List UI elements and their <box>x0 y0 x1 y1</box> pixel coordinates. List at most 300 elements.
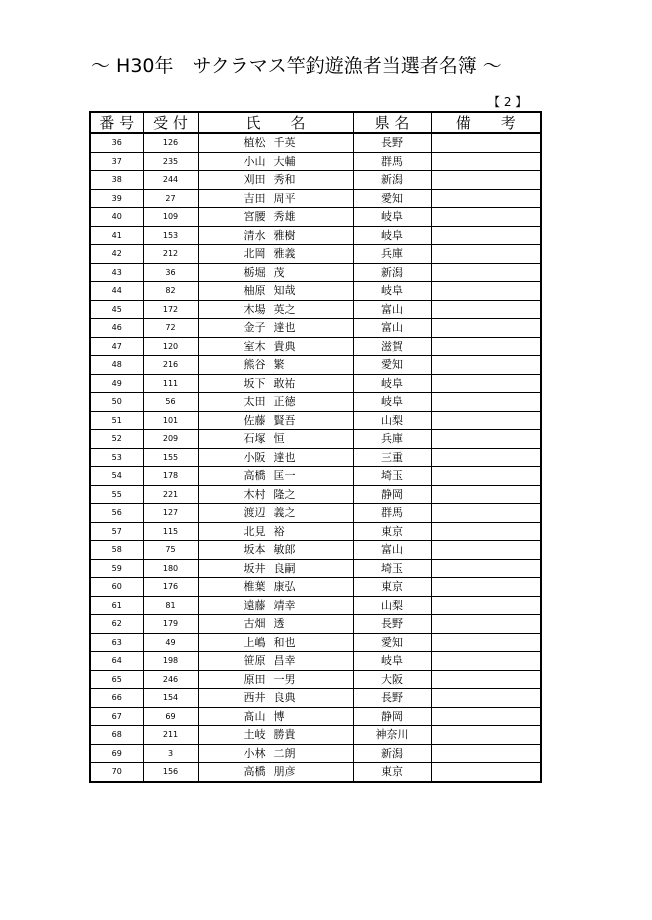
cell-receipt: 111 <box>143 374 198 393</box>
cell-number: 43 <box>90 263 143 282</box>
cell-number: 41 <box>90 226 143 245</box>
full-name <box>244 171 308 188</box>
table-row <box>90 522 541 541</box>
surname: 高橋 <box>243 765 266 779</box>
cell-number: 63 <box>90 633 143 652</box>
table-row <box>90 133 541 152</box>
cell-name <box>198 559 353 578</box>
surname: 小阪 <box>243 450 266 464</box>
given-name: 隆之 <box>273 487 296 501</box>
table-row <box>90 319 541 338</box>
cell-name <box>198 411 353 430</box>
given-name: 賢吾 <box>273 413 296 427</box>
cell-receipt: 153 <box>143 226 198 245</box>
cell-number: 37 <box>90 152 143 171</box>
cell-receipt: 235 <box>143 152 198 171</box>
cell-receipt: 115 <box>143 522 198 541</box>
cell-number: 54 <box>90 467 143 486</box>
surname: 北見 <box>243 524 266 538</box>
page-indicator: 【 2 】 <box>488 95 528 109</box>
cell-remarks <box>431 689 541 708</box>
surname: 吉田 <box>243 191 266 205</box>
table-row <box>90 282 541 301</box>
given-name: 昌幸 <box>273 654 296 668</box>
cell-remarks <box>431 633 541 652</box>
cell-receipt: 49 <box>143 633 198 652</box>
cell-number: 56 <box>90 504 143 523</box>
cell-name <box>198 578 353 597</box>
full-name <box>244 449 308 466</box>
cell-receipt: 109 <box>143 208 198 227</box>
cell-remarks <box>431 504 541 523</box>
cell-number: 64 <box>90 652 143 671</box>
cell-number: 59 <box>90 559 143 578</box>
table-row <box>90 596 541 615</box>
surname: 木場 <box>243 302 266 316</box>
cell-number: 50 <box>90 393 143 412</box>
cell-remarks <box>431 356 541 375</box>
cell-name <box>198 337 353 356</box>
surname: 栃堀 <box>243 265 266 279</box>
cell-remarks <box>431 337 541 356</box>
full-name <box>244 504 308 521</box>
surname: 髙山 <box>243 709 266 723</box>
cell-remarks <box>431 559 541 578</box>
cell-prefecture: 岐阜 <box>353 208 431 227</box>
given-name: 茂 <box>273 265 285 279</box>
surname: 西井 <box>243 691 266 705</box>
cell-number: 39 <box>90 189 143 208</box>
table-row <box>90 744 541 763</box>
cell-remarks <box>431 393 541 412</box>
cell-number: 60 <box>90 578 143 597</box>
full-name <box>244 319 308 336</box>
cell-receipt: 69 <box>143 707 198 726</box>
full-name <box>244 338 308 355</box>
cell-remarks <box>431 596 541 615</box>
cell-receipt: 72 <box>143 319 198 338</box>
surname: 佐藤 <box>243 413 266 427</box>
table-row <box>90 171 541 190</box>
full-name <box>244 597 308 614</box>
table-row <box>90 670 541 689</box>
cell-receipt: 176 <box>143 578 198 597</box>
surname: 坂下 <box>243 376 266 390</box>
cell-receipt: 155 <box>143 448 198 467</box>
full-name <box>244 523 308 540</box>
cell-name <box>198 485 353 504</box>
cell-receipt: 127 <box>143 504 198 523</box>
cell-name <box>198 504 353 523</box>
cell-remarks <box>431 744 541 763</box>
cell-prefecture: 愛知 <box>353 633 431 652</box>
cell-number: 53 <box>90 448 143 467</box>
cell-prefecture: 岐阜 <box>353 282 431 301</box>
cell-number: 47 <box>90 337 143 356</box>
full-name <box>244 208 308 225</box>
cell-remarks <box>431 319 541 338</box>
cell-name <box>198 300 353 319</box>
full-name <box>244 153 308 170</box>
cell-prefecture: 埼玉 <box>353 467 431 486</box>
table-body <box>90 133 541 782</box>
table-row <box>90 467 541 486</box>
given-name: 雅義 <box>273 247 296 261</box>
full-name <box>244 634 308 651</box>
table-row <box>90 578 541 597</box>
document-title: ～ H30年 サクラマス竿釣遊漁者当選者名簿 ～ <box>91 55 502 77</box>
cell-remarks <box>431 374 541 393</box>
cell-receipt: 246 <box>143 670 198 689</box>
cell-name <box>198 763 353 782</box>
cell-number: 52 <box>90 430 143 449</box>
surname: 熊谷 <box>243 358 266 372</box>
cell-receipt: 81 <box>143 596 198 615</box>
full-name <box>244 430 308 447</box>
cell-prefecture: 新潟 <box>353 263 431 282</box>
given-name: 達也 <box>273 321 296 335</box>
table-header-row <box>90 112 541 133</box>
given-name: 勝貴 <box>273 728 296 742</box>
full-name <box>244 375 308 392</box>
cell-prefecture: 東京 <box>353 763 431 782</box>
surname: 宮腰 <box>243 210 266 224</box>
table-row <box>90 726 541 745</box>
table-row <box>90 633 541 652</box>
cell-remarks <box>431 133 541 152</box>
cell-prefecture: 山梨 <box>353 596 431 615</box>
cell-receipt: 75 <box>143 541 198 560</box>
cell-name <box>198 615 353 634</box>
cell-remarks <box>431 245 541 264</box>
surname: 高橋 <box>243 469 266 483</box>
cell-receipt: 179 <box>143 615 198 634</box>
cell-prefecture: 岐阜 <box>353 374 431 393</box>
given-name: 千英 <box>273 136 296 150</box>
given-name: 良典 <box>273 691 296 705</box>
full-name <box>244 763 308 780</box>
cell-number: 49 <box>90 374 143 393</box>
surname: 刈田 <box>243 173 266 187</box>
given-name: 恒 <box>273 432 285 446</box>
cell-prefecture: 長野 <box>353 133 431 152</box>
cell-name <box>198 245 353 264</box>
cell-receipt: 82 <box>143 282 198 301</box>
header-prefecture: 県 名 <box>353 112 431 133</box>
cell-remarks <box>431 578 541 597</box>
cell-number: 61 <box>90 596 143 615</box>
cell-receipt: 198 <box>143 652 198 671</box>
cell-receipt: 154 <box>143 689 198 708</box>
cell-name <box>198 652 353 671</box>
given-name: 二朗 <box>273 746 296 760</box>
cell-name <box>198 541 353 560</box>
table-row <box>90 689 541 708</box>
cell-prefecture: 岐阜 <box>353 652 431 671</box>
cell-name <box>198 448 353 467</box>
cell-number: 42 <box>90 245 143 264</box>
cell-name <box>198 208 353 227</box>
cell-remarks <box>431 282 541 301</box>
cell-prefecture: 山梨 <box>353 411 431 430</box>
full-name <box>244 615 308 632</box>
table-row <box>90 245 541 264</box>
cell-name <box>198 319 353 338</box>
surname: 古畑 <box>243 617 266 631</box>
cell-receipt: 27 <box>143 189 198 208</box>
given-name: 周平 <box>273 191 296 205</box>
cell-prefecture: 静岡 <box>353 707 431 726</box>
cell-name <box>198 152 353 171</box>
given-name: 繁 <box>273 358 285 372</box>
table-row <box>90 226 541 245</box>
cell-prefecture: 東京 <box>353 522 431 541</box>
cell-receipt: 212 <box>143 245 198 264</box>
cell-number: 51 <box>90 411 143 430</box>
cell-name <box>198 522 353 541</box>
cell-receipt: 211 <box>143 726 198 745</box>
table-row <box>90 208 541 227</box>
cell-number: 58 <box>90 541 143 560</box>
cell-receipt: 36 <box>143 263 198 282</box>
given-name: 康弘 <box>273 580 296 594</box>
cell-remarks <box>431 726 541 745</box>
cell-receipt: 180 <box>143 559 198 578</box>
surname: 土岐 <box>243 728 266 742</box>
cell-prefecture: 新潟 <box>353 744 431 763</box>
cell-remarks <box>431 226 541 245</box>
cell-name <box>198 374 353 393</box>
cell-name <box>198 356 353 375</box>
cell-number: 69 <box>90 744 143 763</box>
cell-receipt: 216 <box>143 356 198 375</box>
cell-number: 68 <box>90 726 143 745</box>
table-row <box>90 356 541 375</box>
surname: 石塚 <box>243 432 266 446</box>
full-name <box>244 560 308 577</box>
given-name: 雅樹 <box>273 228 296 242</box>
cell-remarks <box>431 171 541 190</box>
given-name: 秀和 <box>273 173 296 187</box>
cell-prefecture: 群馬 <box>353 152 431 171</box>
full-name <box>244 541 308 558</box>
surname: 清水 <box>243 228 266 242</box>
cell-name <box>198 744 353 763</box>
table-row <box>90 504 541 523</box>
header-name: 氏 名 <box>198 112 353 133</box>
full-name <box>244 689 308 706</box>
cell-remarks <box>431 652 541 671</box>
cell-name <box>198 171 353 190</box>
surname: 室木 <box>243 339 266 353</box>
given-name: 達也 <box>273 450 296 464</box>
cell-name <box>198 393 353 412</box>
surname: 遠藤 <box>243 598 266 612</box>
cell-number: 40 <box>90 208 143 227</box>
given-name: 裕 <box>273 524 285 538</box>
cell-receipt: 209 <box>143 430 198 449</box>
given-name: 知哉 <box>273 284 296 298</box>
full-name <box>244 393 308 410</box>
cell-prefecture: 三重 <box>353 448 431 467</box>
given-name: 敏郎 <box>273 543 296 557</box>
table-row <box>90 615 541 634</box>
cell-number: 57 <box>90 522 143 541</box>
cell-receipt: 221 <box>143 485 198 504</box>
given-name: 貴典 <box>273 339 296 353</box>
cell-prefecture: 群馬 <box>353 504 431 523</box>
table-row <box>90 559 541 578</box>
cell-remarks <box>431 189 541 208</box>
cell-receipt: 101 <box>143 411 198 430</box>
cell-remarks <box>431 485 541 504</box>
full-name <box>244 134 308 151</box>
surname: 木村 <box>243 487 266 501</box>
cell-name <box>198 467 353 486</box>
cell-number: 36 <box>90 133 143 152</box>
cell-prefecture: 埼玉 <box>353 559 431 578</box>
surname: 植松 <box>243 136 266 150</box>
cell-remarks <box>431 430 541 449</box>
surname: 椎葉 <box>243 580 266 594</box>
cell-prefecture: 富山 <box>353 319 431 338</box>
given-name: 靖幸 <box>273 598 296 612</box>
cell-name <box>198 189 353 208</box>
given-name: 匡一 <box>273 469 296 483</box>
full-name <box>244 486 308 503</box>
cell-name <box>198 633 353 652</box>
cell-prefecture: 大阪 <box>353 670 431 689</box>
cell-receipt: 56 <box>143 393 198 412</box>
given-name: 和也 <box>273 635 296 649</box>
cell-number: 44 <box>90 282 143 301</box>
full-name <box>244 652 308 669</box>
header-receipt: 受 付 <box>143 112 198 133</box>
cell-number: 62 <box>90 615 143 634</box>
cell-remarks <box>431 300 541 319</box>
full-name <box>244 190 308 207</box>
surname: 金子 <box>243 321 266 335</box>
cell-name <box>198 263 353 282</box>
given-name: 一男 <box>273 672 296 686</box>
cell-name <box>198 707 353 726</box>
cell-name <box>198 282 353 301</box>
surname: 小山 <box>243 154 266 168</box>
cell-prefecture: 神奈川 <box>353 726 431 745</box>
cell-name <box>198 689 353 708</box>
surname: 北岡 <box>243 247 266 261</box>
full-name <box>244 467 308 484</box>
table-row <box>90 430 541 449</box>
winners-table <box>89 111 542 783</box>
cell-remarks <box>431 152 541 171</box>
cell-number: 46 <box>90 319 143 338</box>
cell-number: 38 <box>90 171 143 190</box>
cell-number: 66 <box>90 689 143 708</box>
table-row <box>90 652 541 671</box>
full-name <box>244 578 308 595</box>
cell-name <box>198 596 353 615</box>
cell-remarks <box>431 763 541 782</box>
cell-remarks <box>431 208 541 227</box>
cell-receipt: 172 <box>143 300 198 319</box>
table-row <box>90 189 541 208</box>
table-row <box>90 152 541 171</box>
header-number: 番 号 <box>90 112 143 133</box>
full-name <box>244 227 308 244</box>
cell-prefecture: 兵庫 <box>353 245 431 264</box>
cell-name <box>198 133 353 152</box>
table-row <box>90 337 541 356</box>
cell-remarks <box>431 615 541 634</box>
cell-number: 55 <box>90 485 143 504</box>
cell-name <box>198 430 353 449</box>
full-name <box>244 301 308 318</box>
cell-prefecture: 新潟 <box>353 171 431 190</box>
table-row <box>90 263 541 282</box>
given-name: 透 <box>273 617 285 631</box>
cell-remarks <box>431 541 541 560</box>
table-row <box>90 763 541 782</box>
given-name: 義之 <box>273 506 296 520</box>
table-row <box>90 411 541 430</box>
surname: 小林 <box>243 746 266 760</box>
table-row <box>90 300 541 319</box>
cell-prefecture: 富山 <box>353 300 431 319</box>
surname: 笹原 <box>243 654 266 668</box>
cell-number: 48 <box>90 356 143 375</box>
given-name: 大輔 <box>273 154 296 168</box>
cell-remarks <box>431 522 541 541</box>
cell-prefecture: 富山 <box>353 541 431 560</box>
cell-prefecture: 愛知 <box>353 356 431 375</box>
cell-remarks <box>431 263 541 282</box>
table-row <box>90 393 541 412</box>
cell-remarks <box>431 411 541 430</box>
surname: 上嶋 <box>243 635 266 649</box>
table-row <box>90 448 541 467</box>
surname: 原田 <box>243 672 266 686</box>
cell-receipt: 3 <box>143 744 198 763</box>
cell-name <box>198 226 353 245</box>
surname: 柚原 <box>243 284 266 298</box>
cell-receipt: 156 <box>143 763 198 782</box>
cell-prefecture: 静岡 <box>353 485 431 504</box>
cell-remarks <box>431 670 541 689</box>
full-name <box>244 356 308 373</box>
cell-receipt: 244 <box>143 171 198 190</box>
cell-number: 67 <box>90 707 143 726</box>
cell-name <box>198 726 353 745</box>
cell-prefecture: 岐阜 <box>353 393 431 412</box>
given-name: 英之 <box>273 302 296 316</box>
full-name <box>244 671 308 688</box>
cell-prefecture: 兵庫 <box>353 430 431 449</box>
surname: 坂本 <box>243 543 266 557</box>
cell-number: 70 <box>90 763 143 782</box>
full-name <box>244 412 308 429</box>
full-name <box>244 264 308 281</box>
given-name: 良嗣 <box>273 561 296 575</box>
cell-name <box>198 670 353 689</box>
cell-prefecture: 岐阜 <box>353 226 431 245</box>
cell-receipt: 126 <box>143 133 198 152</box>
full-name <box>244 708 308 725</box>
given-name: 秀雄 <box>273 210 296 224</box>
cell-receipt: 120 <box>143 337 198 356</box>
cell-prefecture: 滋賀 <box>353 337 431 356</box>
cell-number: 45 <box>90 300 143 319</box>
